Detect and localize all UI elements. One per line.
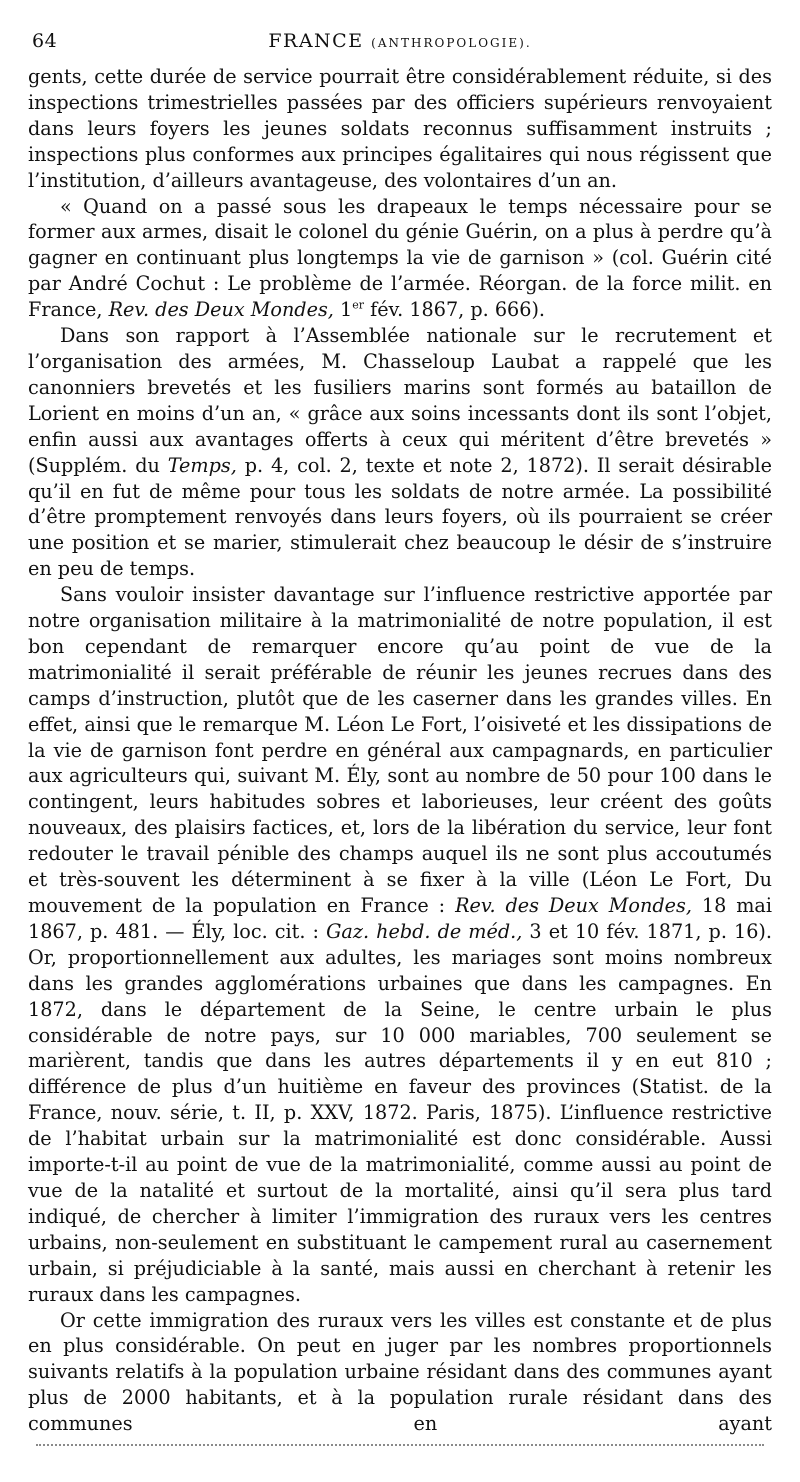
running-title-subject: (ANTHROPOLOGIE).: [371, 36, 532, 50]
text-run: gents, cette durée de service pourrait être considérablement réduite, si des inspections trimestrielles passées par des officiers supérieurs renvoyaient dans leurs foyers les jeunes soldats reconnus suffisamment instruits ; inspections plus conformes aux principes égalitaires qui nous régissent que l’institution, d’ailleurs avantageuse, des volontaires d’un an.: [28, 65, 772, 192]
italic-citation: Temps,: [167, 453, 237, 477]
running-title-main: FRANCE: [268, 30, 364, 52]
text-run: 1: [333, 298, 353, 322]
text-run: 3 et 10 fév. 1871, p. 16). Or, proportionnellement aux adultes, les mariages sont moins nombreux dans les grandes agglomérations urbaines que dans les campagnes. En 1872, dans le département de la Seine, le centre urbain le plus considérable de notre pays, sur 10 000 mariables, 700 seulement se marièrent, tandis que dans les autres départements il y en eut 810 ; différence de plus d’un huitième en faveur des provinces (Statist. de la France, nouv. série, t. II, p. XXV, 1872. Paris, 1875). L’influence restrictive de l’habitat urbain sur la matrimonialité est donc considérable. Aussi importe-t-il au point de vue de la matrimonialité, comme aussi au point de vue de la natalité et surtout de la mortalité, ainsi qu’il sera plus tard indiqué, de chercher à limiter l’immigration des ruraux vers les centres urbains, non-seulement en substituant le campement rural au casernement urbain, si préjudiciable à la santé, mais aussi en cherchant à retenir les ruraux dans les campagnes.: [28, 919, 773, 1306]
book-page: [28, 0, 772, 1482]
paragraph-3: [28, 323, 772, 582]
page-number: 64: [32, 30, 58, 52]
italic-citation: Rev. des Deux Mondes,: [108, 298, 334, 322]
paragraph-4: [28, 582, 772, 1307]
paragraph-2: [28, 194, 772, 324]
text-run: 18 mai 1867, p. 481. — Ély, loc. cit. :: [28, 894, 772, 943]
text-run: Sans vouloir insister davantage sur l’influence restrictive apportée par notre organisation militaire à la matrimonialité de notre population, il est bon cependant de remarquer encore qu’au point de vue de la matrimonialité il serait préférable de réunir les jeunes recrues dans des camps d’instruction, plutôt que de les caserner dans les grandes villes. En effet, ainsi que le remarque M. Léon Le Fort, l’oisiveté et les dissipations de la vie de garnison font perdre en général aux campagnards, en particulier aux agriculteurs qui, suivant M. Ély, sont au nombre de 50 pour 100 dans le contingent, leurs habitudes sobres et laborieuses, leur créent des goûts nouveaux, des plaisirs factices, et, lors de la libération du service, leur font redouter le travail pénible des champs auquel ils ne sont plus accoutumés et très-souvent les déterminent à se fixer à la ville (Léon Le Fort, Du mouvement de la population en France :: [28, 583, 772, 917]
text-run: p. 4, col. 2, texte et note 2, 1872). Il serait désirable qu’il en fut de même pour tous les soldats de notre armée. La possibilité d’être promptement renvoyés dans leurs foyers, où ils pourraient se créer une position et se marier, stimulerait chez beaucoup le désir de s’instruire en peu de temps.: [28, 453, 772, 581]
body-text: [28, 64, 772, 1437]
text-run: Or cette immigration des ruraux vers les villes est constante et de plus en plus considérable. On peut en juger par les nombres proportionnels suivants relatifs à la population urbaine résidant dans des communes ayant plus de 2000 habitants, et à la population rurale résidant dans des communes en ayant: [28, 1308, 772, 1436]
paragraph-5: [28, 1308, 772, 1438]
text-run: Dans son rapport à l’Assemblée nationale sur le recrutement et l’organisation des armées, M. Chasseloup Laubat a rappelé que les canonniers brevetés et les fusiliers marins sont formés au bataillon de Lorient en moins d’un an, « grâce aux soins incessants dont ils sont l’objet, enfin aussi aux avantages offerts à ceux qui méritent d’être brevetés » (Supplém. du: [28, 324, 772, 477]
text-run: fév. 1867, p. 666).: [364, 298, 546, 322]
italic-citation: Gaz. hebd. de méd.,: [326, 919, 523, 943]
italic-citation: Rev. des Deux Mondes,: [455, 894, 692, 917]
text-run: « Quand on a passé sous les drapeaux le temps nécessaire pour se former aux armes, disait le colonel du génie Guérin, on a plus à perdre qu’à gagner en continuant plus longtemps la vie de garnison » (col. Guérin cité par André Cochut : Le problème de l’armée. Réorgan. de la force milit. en France,: [28, 194, 772, 322]
bottom-rule: [36, 1444, 764, 1446]
superscript: er: [352, 298, 364, 312]
paragraph-1: [28, 64, 772, 194]
running-head: [28, 30, 772, 54]
running-title: [28, 30, 772, 52]
